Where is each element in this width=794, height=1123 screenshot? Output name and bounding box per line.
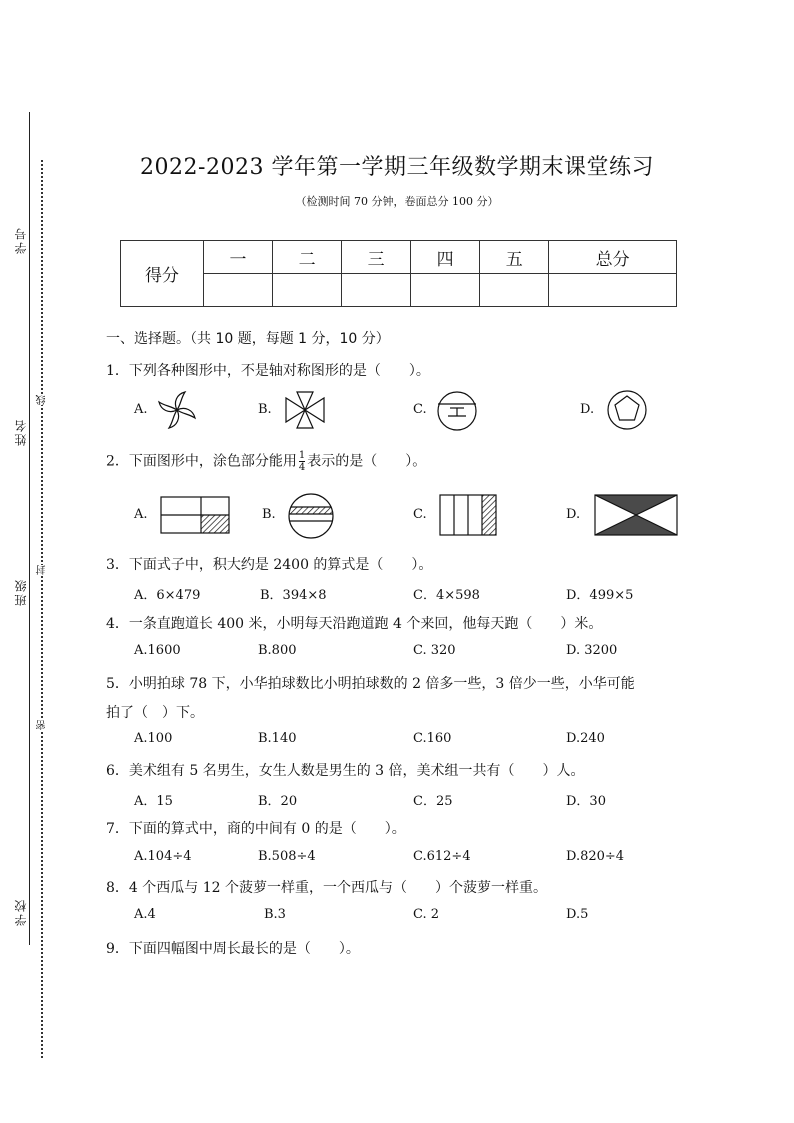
- score-table: [120, 240, 677, 307]
- q5-option-a[interactable]: A.100: [134, 731, 173, 746]
- score-cell-5[interactable]: [480, 274, 549, 307]
- question-6-text: 6．美术组有 5 名男生，女生人数是男生的 3 倍，美术组一共有（ ）人。: [106, 763, 585, 779]
- q1-option-d-label: D.: [580, 402, 595, 417]
- fraction-numerator: 1: [298, 450, 306, 461]
- q7-option-c[interactable]: C.612÷4: [413, 849, 471, 864]
- score-col-total: 总分: [549, 241, 677, 274]
- score-row-label: 得分: [121, 241, 204, 307]
- seal-xian: 线: [37, 395, 48, 405]
- name-label: 姓名: [14, 418, 28, 446]
- class-label: 班级: [14, 578, 28, 606]
- question-9-text: 9．下面四幅图中周长最长的是（ ）。: [106, 941, 360, 957]
- q2-option-d-label: D.: [566, 507, 581, 522]
- question-4-text: 4．一条直跑道长 400 米，小明每天沿跑道跑 4 个来回，他每天跑（ ）米。: [106, 616, 603, 632]
- fraction-one-quarter: [299, 450, 305, 473]
- q5-option-c[interactable]: C.160: [413, 731, 452, 746]
- seal-feng: 封: [37, 565, 48, 575]
- q6-option-b[interactable]: B．20: [258, 794, 298, 809]
- q3-option-c[interactable]: C．4×598: [413, 588, 480, 603]
- windmill-figure: [282, 390, 328, 430]
- q1-option-b-label: B.: [258, 402, 272, 417]
- q7-option-d[interactable]: D.820÷4: [566, 849, 625, 864]
- q6-option-c[interactable]: C．25: [413, 794, 453, 809]
- q8-option-d[interactable]: D.5: [566, 907, 589, 922]
- score-col-1: 一: [204, 241, 273, 274]
- question-3-text: 3．下面式子中，积大约是 2400 的算式是（ ）。: [106, 557, 433, 573]
- student-id-label: 学号: [14, 226, 28, 254]
- question-5-text-line2: 拍了（ ）下。: [106, 705, 204, 721]
- score-col-5: 五: [480, 241, 549, 274]
- q3-option-d[interactable]: D．499×5: [566, 588, 634, 603]
- q5-option-b[interactable]: B.140: [258, 731, 297, 746]
- q8-option-c[interactable]: C. 2: [413, 907, 440, 922]
- question-5-text-line1: 5．小明拍球 78 下，小华拍球数比小明拍球数的 2 倍多一些，3 倍少一些，小华可能: [106, 676, 635, 692]
- question-2-text: [106, 450, 426, 473]
- cut-dotted-line: [41, 160, 43, 1058]
- q2-option-c-label: C.: [413, 507, 427, 522]
- pentagon-in-circle-figure: [606, 389, 648, 431]
- page-subtitle: （检测时间 70 分钟，卷面总分 100 分）: [295, 195, 499, 208]
- question-7-text: 7．下面的算式中，商的中间有 0 的是（ ）。: [106, 821, 406, 837]
- q3-option-a[interactable]: A．6×479: [134, 588, 201, 603]
- question-8-text: 8．4 个西瓜与 12 个菠萝一样重，一个西瓜与（ ）个菠萝一样重。: [106, 880, 547, 896]
- q2-option-b-label: B.: [262, 507, 276, 522]
- question-1-text: 1．下列各种图形中，不是轴对称图形的是（ ）。: [106, 363, 430, 379]
- q6-option-d[interactable]: D．30: [566, 794, 606, 809]
- q4-option-c[interactable]: C. 320: [413, 643, 456, 658]
- binding-margin-line: [29, 112, 30, 945]
- q7-option-a[interactable]: A.104÷4: [134, 849, 192, 864]
- score-col-4: 四: [411, 241, 480, 274]
- q4-option-b[interactable]: B.800: [258, 643, 297, 658]
- q8-option-b[interactable]: B.3: [264, 907, 286, 922]
- striped-circle-figure: [288, 493, 334, 539]
- q3-option-b[interactable]: B．394×8: [260, 588, 327, 603]
- score-cell-total[interactable]: [549, 274, 677, 307]
- score-cell-4[interactable]: [411, 274, 480, 307]
- circle-character-figure: [436, 390, 478, 432]
- q4-option-d[interactable]: D. 3200: [566, 643, 618, 658]
- q2-text-before: 2．下面图形中，涂色部分能用: [106, 453, 297, 470]
- q8-option-a[interactable]: A.4: [134, 907, 156, 922]
- score-col-3: 三: [342, 241, 411, 274]
- q7-option-b[interactable]: B.508÷4: [258, 849, 316, 864]
- score-cell-2[interactable]: [273, 274, 342, 307]
- q2-text-after: 表示的是（ ）。: [307, 453, 427, 470]
- fraction-denominator: 4: [298, 462, 306, 473]
- score-col-2: 二: [273, 241, 342, 274]
- vertical-strips-figure: [439, 494, 497, 536]
- rectangle-grid-figure: [160, 496, 230, 534]
- score-cell-3[interactable]: [342, 274, 411, 307]
- bowtie-rectangle-figure: [594, 494, 678, 536]
- section-1-heading: 一、选择题。（共 10 题，每题 1 分，10 分）: [106, 331, 390, 347]
- q1-option-c-label: C.: [413, 402, 427, 417]
- seal-mi: 密: [37, 720, 48, 730]
- score-cell-1[interactable]: [204, 274, 273, 307]
- q5-option-d[interactable]: D.240: [566, 731, 605, 746]
- school-label: 学校: [14, 898, 28, 926]
- pinwheel-figure: [155, 388, 199, 432]
- q1-option-a-label: A.: [134, 402, 148, 417]
- q4-option-a[interactable]: A.1600: [134, 643, 181, 658]
- q2-option-a-label: A.: [134, 507, 148, 522]
- q6-option-a[interactable]: A．15: [134, 794, 173, 809]
- page-title: 2022-2023 学年第一学期三年级数学期末课堂练习: [140, 155, 654, 180]
